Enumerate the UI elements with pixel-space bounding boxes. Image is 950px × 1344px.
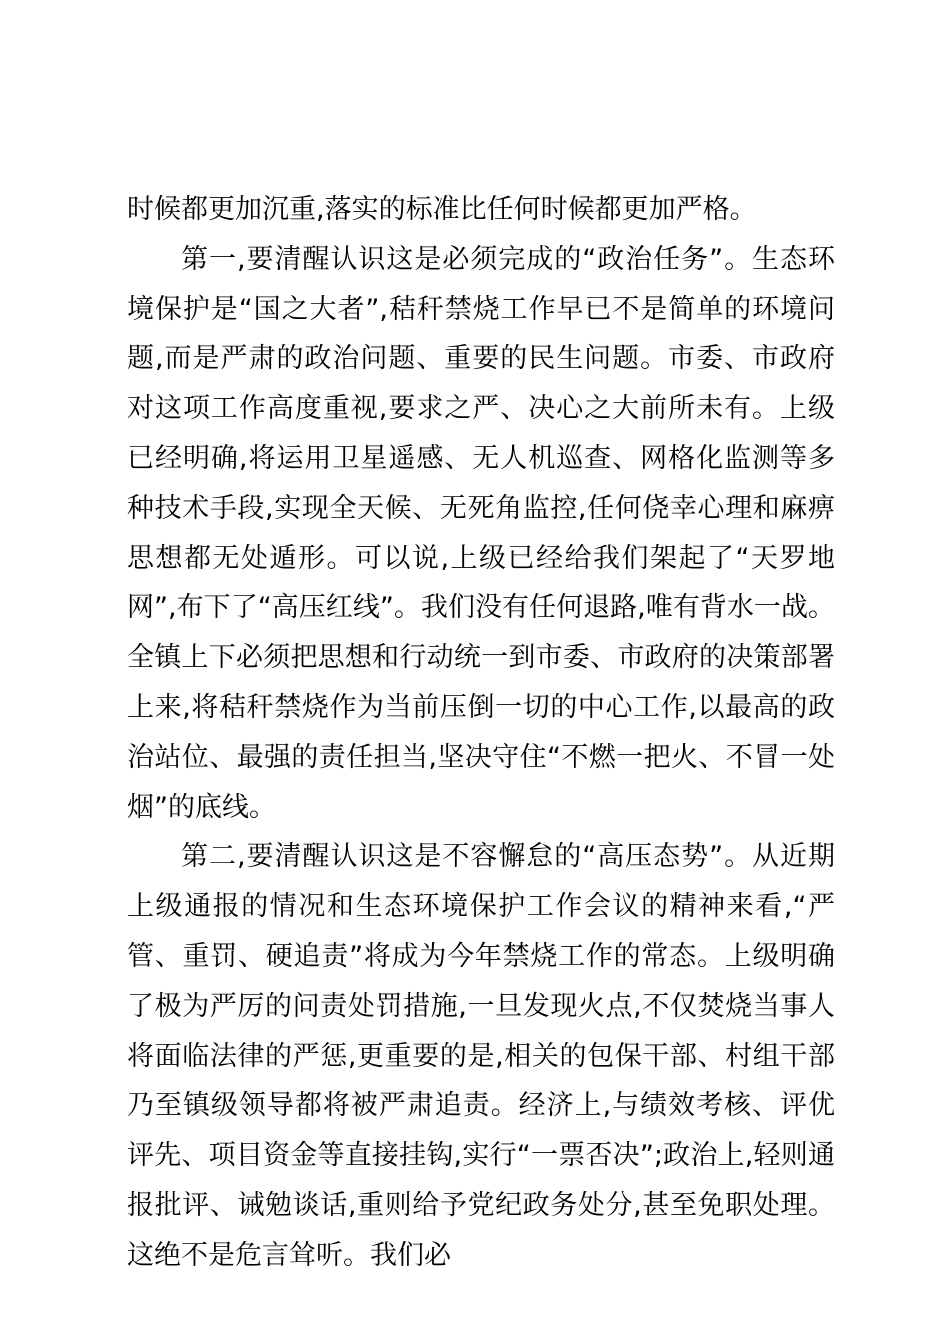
document-body [127, 185, 835, 1281]
paragraph-political-task: 第一,要清醒认识这是必须完成的“政治任务”。生态环境保护是“国之大者”,秸秆禁烧工作早已不是简单的环境问题,而是严肃的政治问题、重要的民生问题。市委、市政府对这项工作高度重视,要求之严、决心之大前所未有。上级已经明确,将运用卫星遥感、无人机巡查、网格化监测等多种技术手段,实现全天候、无死角监控,任何侥幸心理和麻痹思想都无处遁形。可以说,上级已经给我们架起了“天罗地网”,布下了“高压红线”。我们没有任何退路,唯有背水一战。全镇上下必须把思想和行动统一到市委、市政府的决策部署上来,将秸秆禁烧作为当前压倒一切的中心工作,以最高的政治站位、最强的责任担当,坚决守住“不燃一把火、不冒一处烟”的底线。 [127, 243, 835, 823]
paragraph-continuation: 时候都更加沉重,落实的标准比任何时候都更加严格。 [127, 194, 757, 225]
paragraph-high-pressure: 第二,要清醒认识这是不容懈怠的“高压态势”。从近期上级通报的情况和生态环境保护工作会议的精神来看,“严管、重罚、硬追责”将成为今年禁烧工作的常态。上级明确了极为严厉的问责处罚措施,一旦发现火点,不仅焚烧当事人将面临法律的严惩,更重要的是,相关的包保干部、村组干部乃至镇级领导都将被严肃追责。经济上,与绩效考核、评优评先、项目资金等直接挂钩,实行“一票否决”;政治上,轻则通报批评、诫勉谈话,重则给予党纪政务处分,甚至免职处理。这绝不是危言耸听。我们必 [127, 841, 835, 1271]
